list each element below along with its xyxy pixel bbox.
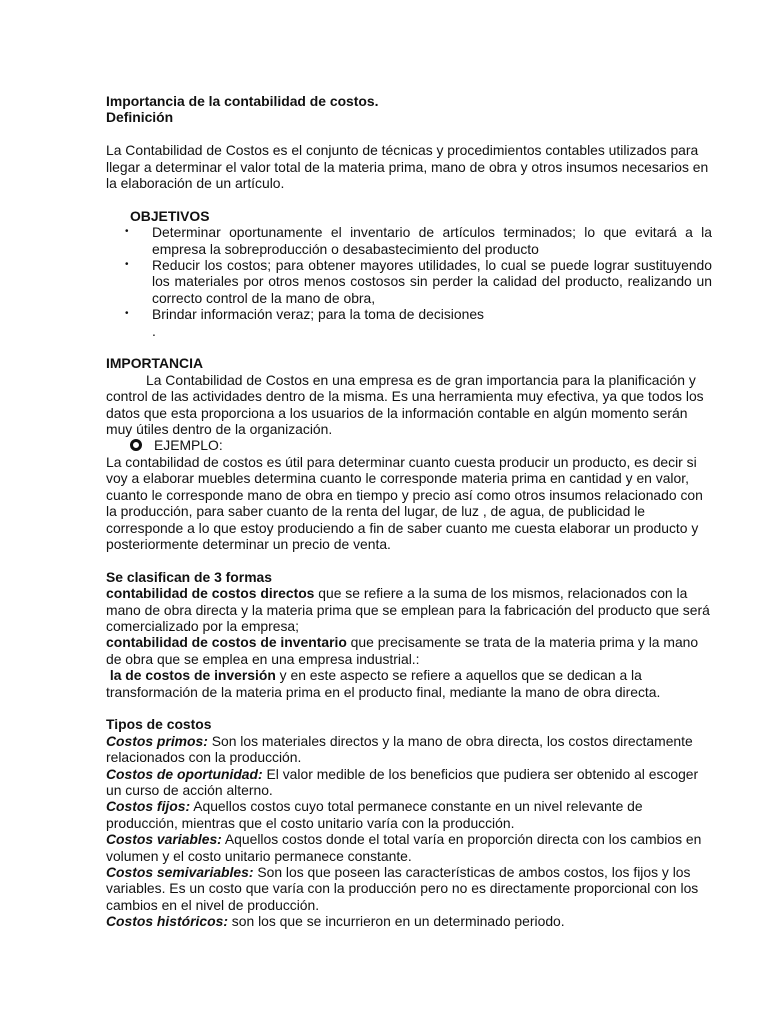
bullet-icon: • (125, 308, 129, 320)
trailing-dot: . (152, 322, 156, 339)
example-label: EJEMPLO: (106, 437, 712, 453)
section-title-cost-types: Tipos de costos (106, 716, 212, 733)
classification-item: contabilidad de costos directos que se refiere a la suma de los mismos, relacionados con la mano de obra directa y la materia prima que se emplean para la fabricación del producto que será comercializado por la empresa; (106, 585, 710, 634)
section-title-importance: IMPORTANCIA (106, 355, 203, 372)
document-title: Importancia de la contabilidad de costos. (106, 93, 379, 109)
objectives-list (106, 224, 712, 322)
cost-type-item: Costos fijos: Aquellos costos cuyo total permanece constante en un nivel relevante de producción, mientras que el costo unitario varía con la producción. (106, 798, 643, 831)
section-title-classification: Se clasifican de 3 formas (106, 568, 272, 585)
cost-type-item: Costos primos: Son los materiales directos y la mano de obra directa, los costos directamente relacionados con la producción. (106, 732, 693, 766)
section-title-definition: Definición (106, 109, 174, 126)
objective-item: • Reducir los costos; para obtener mayores utilidades, lo cual se puede lograr sustituyendo los materiales por otros menos costosos sin perder la calidad del producto, realizando un correcto control de la mano de obra, (125, 257, 712, 306)
objective-item: • Determinar oportunamente el inventario de artículos terminados; lo que evitará a la empresa la sobreproducción o desabastecimiento del producto (125, 224, 712, 257)
importance-paragraph: La Contabilidad de Costos en una empresa es de gran importancia para la planificación y control de las actividades dentro de la misma. Es una herramienta muy efectiva, ya que todos los datos que esta proporciona a los usuarios de la información contable en algún momento serán muy útiles dentro de la organización. (106, 371, 704, 438)
cost-type-item: Costos de oportunidad: El valor medible de los beneficios que pudiera ser obtenido al escoger un curso de acción alterno. (106, 765, 699, 798)
classification-item: la de costos de inversión y en este aspecto se refiere a aquellos que se dedican a la transformación de la materia prima en el producto final, mediante la mano de obra directa. (106, 667, 661, 700)
section-title-objectives: OBJETIVOS (130, 207, 210, 224)
bullet-icon: • (125, 259, 129, 271)
definition-paragraph: La Contabilidad de Costos es el conjunto de técnicas y procedimientos contables utilizados para llegar a determinar el valor total de la materia prima, mano de obra y otros insumos necesarios en la elaboración de un artículo. (106, 142, 709, 192)
bullet-icon: • (125, 226, 129, 238)
bullet-circle-icon (130, 439, 142, 451)
example-paragraph: La contabilidad de costos es útil para determinar cuanto cuesta producir un producto, es decir si voy a elaborar muebles determina cuanto le corresponde materia prima en cantidad y en valor, cuanto le corresponde mano de obra en tiempo y precio así como otros insumos relacionado con la producción, para saber cuanto de la renta del lugar, de luz , de agua, de publicidad le corresponde a lo que estoy produciendo a fin de saber cuanto me cuesta elaborar un producto y posteriormente determinar un precio de venta. (106, 453, 703, 552)
cost-type-item: Costos históricos: son los que se incurrieron en un determinado periodo. (106, 913, 565, 930)
cost-type-item: Costos semivariables: Son los que poseen las características de ambos costos, los fijos y los variables. Es un costo que varía con la producción pero no es directamente proporcional con los cambios en el nivel de producción. (106, 864, 699, 913)
objective-item: • Brindar información veraz; para la toma de decisiones (125, 306, 484, 323)
classification-item: contabilidad de costos de inventario que precisamente se trata de la materia prima y la mano de obra que se emplea en una empresa industrial.: (106, 634, 699, 667)
cost-type-item: Costos variables: Aquellos costos donde el total varía en proporción directa con los cambios en volumen y el costo unitario permanece constante. (106, 831, 702, 864)
